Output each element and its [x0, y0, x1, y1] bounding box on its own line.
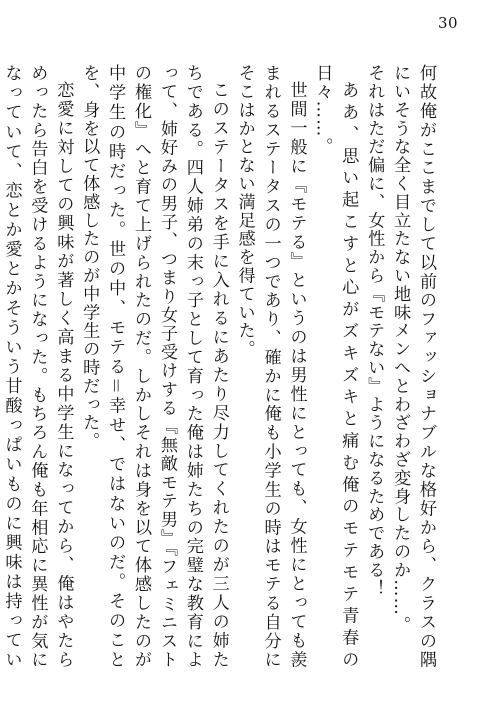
- paragraph-6: 恋愛に対しての興味が著しく高まる中学生になってから、俺はやたらめったら告白を受けるようになった。もちろん俺も年相応に異性が気になっていて、恋とか愛とかそういう甘酸っぱいものに興味は持ってい: [1, 64, 74, 669]
- vertical-text-body: [1, 64, 438, 669]
- paragraph-2: それはただ偏に、女性から『モテない』ようになるためである！: [364, 64, 385, 598]
- page-number: 30: [438, 14, 459, 32]
- paragraph-1: 何故俺がここまでして以前のファッショナブルな格好から、クラスの隅にいそうな全く目立たない地味メンへとわざわざ変身したのか……。: [390, 64, 436, 669]
- paragraph-5: このステータスを手に入れるにあたり尽力してくれたのが三人の姉たちである。四人姉弟の末っ子として育った俺は姉たちの完璧な教育によって、姉好みの男子、つまり女子受けする『無敵モテ男』『フェミニストの権化』へと育て上げられたのだ。しかしそれは身を以て体感したのが中学生の時だった。世の中、モテる＝幸せ、ではないのだ。そのことを、身を以て体感したのが中学生の時だった。: [79, 64, 229, 669]
- paragraph-3: ああ、思い起こすと心がズキズキと痛む俺のモテモテ青春の日々……。: [312, 64, 359, 669]
- paragraph-4: 世間一般に『モテる』というのは男性にとっても、女性にとっても羨まれるステータスの一つであり、確かに俺も小学生の時はモテる自分にそこはかとない満足感を得ていた。: [234, 64, 307, 669]
